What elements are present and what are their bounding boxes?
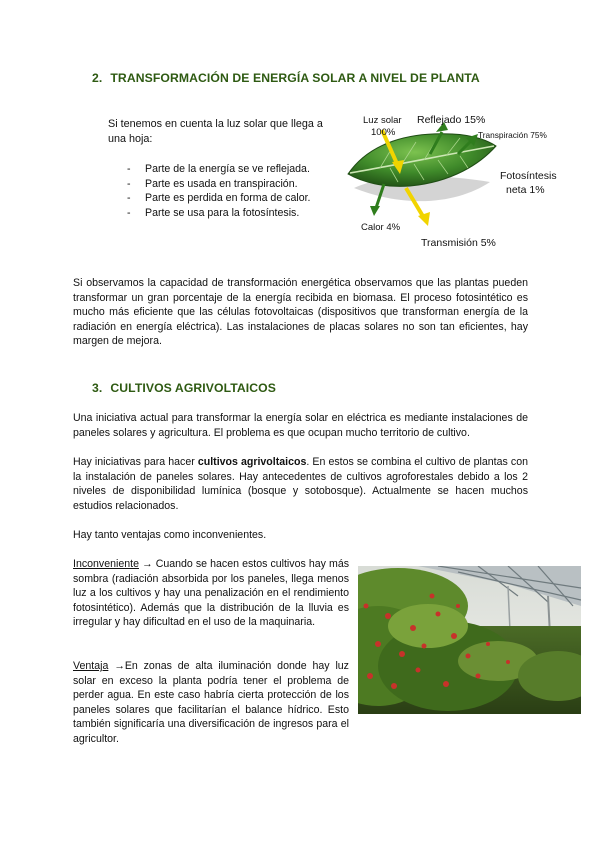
- label-fotosintesis-neta: neta 1%: [506, 184, 545, 196]
- inconveniente-paragraph: [73, 557, 349, 630]
- label-transmision: Transmisión 5%: [421, 237, 496, 249]
- ventaja-paragraph: [73, 659, 349, 747]
- pros-cons-intro: Hay tanto ventajas como inconvenientes.: [73, 529, 267, 541]
- label-luz-pct: 100%: [371, 127, 396, 138]
- agrivoltaic-intro-paragraph: Una iniciativa actual para transformar la energía solar en eléctrica es mediante instalaciones de paneles solares y agricultura. El problema es que ocupan mucho territorio de cultivo.: [73, 412, 528, 439]
- list-item: - Parte es usada en transpiración.: [127, 177, 347, 192]
- agrivoltaic-greenhouse-photo: [358, 566, 581, 714]
- energy-paragraph: Si observamos la capacidad de transformación energética observamos que las plantas pueden transformar un gran porcentaje de la energía recibida en biomasa. El proceso fotosintético es mucho más eficiente que las células fotovoltaicas (dispositivos que transforman energía de la radiación en energía eléctrica). Las instalaciones de placas solares no son tan eficientes, hay margen de mejora.: [73, 277, 528, 348]
- section-title: CULTIVOS AGRIVOLTAICOS: [110, 381, 276, 395]
- section-3-heading: [92, 381, 276, 395]
- heat-arrow-head: [370, 206, 380, 216]
- section-number: 2.: [92, 71, 103, 85]
- text-span: Hay iniciativas para hacer: [73, 456, 198, 468]
- label-calor: Calor 4%: [361, 222, 401, 233]
- arrow-symbol: →: [138, 558, 156, 570]
- ventaja-label: Ventaja: [73, 660, 109, 672]
- ventaja-text: En zonas de alta iluminación donde hay luz solar en exceso la planta podría tener el problema de perder agua. En este caso habría cierta protección de los paneles solares que facilitarían el balance hídrico. Esto también significaría una diversificación de ingresos para el agricultor.: [73, 660, 349, 745]
- text-span: . En estos se combina el cultivo de plantas con la instalación de paneles solares. Hay antecedentes de cultivos agroforestales debido a los 2 niveles de disponibilidad lumínica (bosque y sotobosque). Actualmente se hacen muchos estudios relacionados.: [73, 456, 528, 512]
- label-transpiracion: Transpiración 75%: [478, 130, 547, 140]
- list-item: - Parte se usa para la fotosíntesis.: [127, 206, 347, 221]
- label-luz-solar: Luz solar: [363, 115, 402, 126]
- inconveniente-text: Cuando se hacen estos cultivos hay más sombra (radiación absorbida por los paneles, llega menos luz a los cultivos y hay una penalización en el rendimiento fotosintético). Además que la distribución de la lluvia es irregular y hay dificultad en el uso de la maquinaria.: [73, 558, 350, 629]
- greenhouse-illustration: [358, 566, 581, 714]
- section-title: TRANSFORMACIÓN DE ENERGÍA SOLAR A NIVEL DE PLANTA: [110, 71, 480, 85]
- section-2-heading: [92, 71, 480, 85]
- list-item: - Parte es perdida en forma de calor.: [127, 191, 347, 206]
- list-item: - Parte de la energía se ve reflejada.: [127, 162, 347, 177]
- leaf-intro-text: Si tenemos en cuenta la luz solar que llega a una hoja:: [108, 118, 323, 145]
- label-reflejado: Reflejado 15%: [417, 114, 486, 126]
- bold-term: cultivos agrivoltaicos: [197, 456, 307, 468]
- label-fotosintesis: Fotosíntesis: [500, 170, 557, 182]
- agrivoltaic-paragraph: [73, 455, 528, 513]
- energy-bullet-list: [127, 162, 347, 220]
- inconveniente-label: Inconveniente: [73, 558, 139, 570]
- arrow-symbol: →: [108, 660, 125, 672]
- section-number: 3.: [92, 381, 103, 395]
- leaf-energy-diagram: [340, 110, 580, 255]
